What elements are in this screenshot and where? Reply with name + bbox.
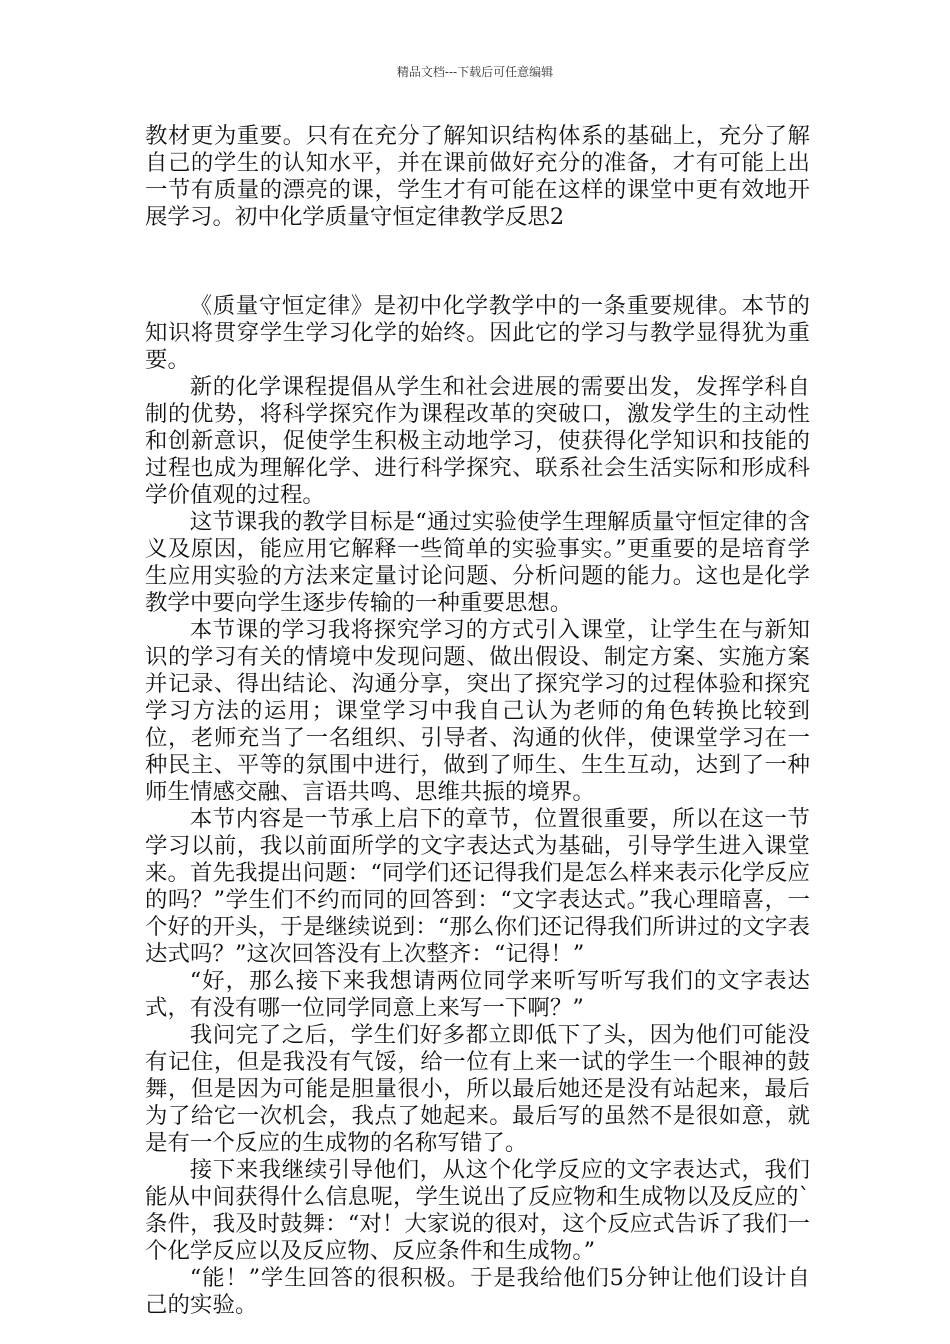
paragraph-teaching-goal: 这节课我的教学目标是“通过实验使学生理解质量守恒定律的含义及原因，能应用它解释一些简单的实验事实。”更重要的是培育学生应用实验的方法来定量讨论问题、分析问题的能力。这也是化学教学中要向学生逐步传输的一种重要思想。 — [145, 509, 810, 616]
paragraph-dictation: “好，那么接下来我想请两位同学来听写听写我们的文字表达式，有没有哪一位同学同意上来写一下啊？” — [145, 968, 810, 1021]
page-header: 精品文档---下载后可任意编辑 — [396, 65, 554, 79]
paragraph-lesson-opening: 本节内容是一节承上启下的章节，位置很重要，所以在这一节学习以前，我以前面所学的文字表达式为基础，引导学生进入课堂来。首先我提出问题：“同学们还记得我们是怎么样来表示化学反应的吗？”学生们不约而同的回答到：“文字表达式。”我心理暗喜，一个好的开头，于是继续说到：“那么你们还记得我们所讲过的文字表达式吗？”这次回答没有上次整齐：“记得！” — [145, 806, 810, 967]
paragraph-inquiry-learning: 本节课的学习我将探究学习的方式引入课堂，让学生在与新知识的学习有关的情境中发现问题、做出假设、制定方案、实施方案并记录、得出结论、沟通分享，突出了探究学习的过程体验和探究学习方法的运用；课堂学习中我自己认为老师的角色转换比较到位，老师充当了一名组织、引导者、沟通的伙伴，使课堂学习在一种民主、平等的氛围中进行，做到了师生、生生互动，达到了一种师生情感交融、言语共鸣、思维共振的境界。 — [145, 617, 810, 805]
paragraph-intro: 《质量守恒定律》是初中化学教学中的一条重要规律。本节的知识将贯穿学生学习化学的始终。因此它的学习与教学显得犹为重要。 — [145, 293, 810, 373]
paragraph-experiment: “能！”学生回答的很积极。于是我给他们5分钟让他们设计自己的实验。 — [145, 1265, 810, 1318]
paragraph-curriculum: 新的化学课程提倡从学生和社会进展的需要出发，发挥学科自制的优势，将科学探究作为课程改革的突破口，激发学生的主动性和创新意识，促使学生积极主动地学习，使获得化学知识和技能的过程也成为理解化学、进行科学探究、联系社会生活实际和形成科学价值观的过程。 — [145, 374, 810, 508]
document-body — [145, 123, 810, 1319]
paragraph-guidance: 接下来我继续引导他们，从这个化学反应的文字表达式，我们能从中间获得什么信息呢，学生说出了反应物和生成物以及反应的`条件，我及时鼓舞：“对！大家说的很对，这个反应式告诉了我们一个化学反应以及反应物、反应条件和生成物。” — [145, 1157, 810, 1264]
paragraph-student-response: 我问完了之后，学生们好多都立即低下了头，因为他们可能没有记住，但是我没有气馁，给一位有上来一试的学生一个眼神的鼓舞，但是因为可能是胆量很小，所以最后她还是没有站起来，最后为了给它一次机会，我点了她起来。最后写的虽然不是很如意，就是有一个反应的生成物的名称写错了。 — [145, 1022, 810, 1156]
paragraph-continuation: 教材更为重要。只有在充分了解知识结构体系的基础上，充分了解自己的学生的认知水平，并在课前做好充分的准备，才有可能上出一节有质量的漂亮的课，学生才有可能在这样的课堂中更有效地开展学习。初中化学质量守恒定律教学反思2 — [145, 123, 810, 230]
section-gap — [145, 231, 810, 293]
